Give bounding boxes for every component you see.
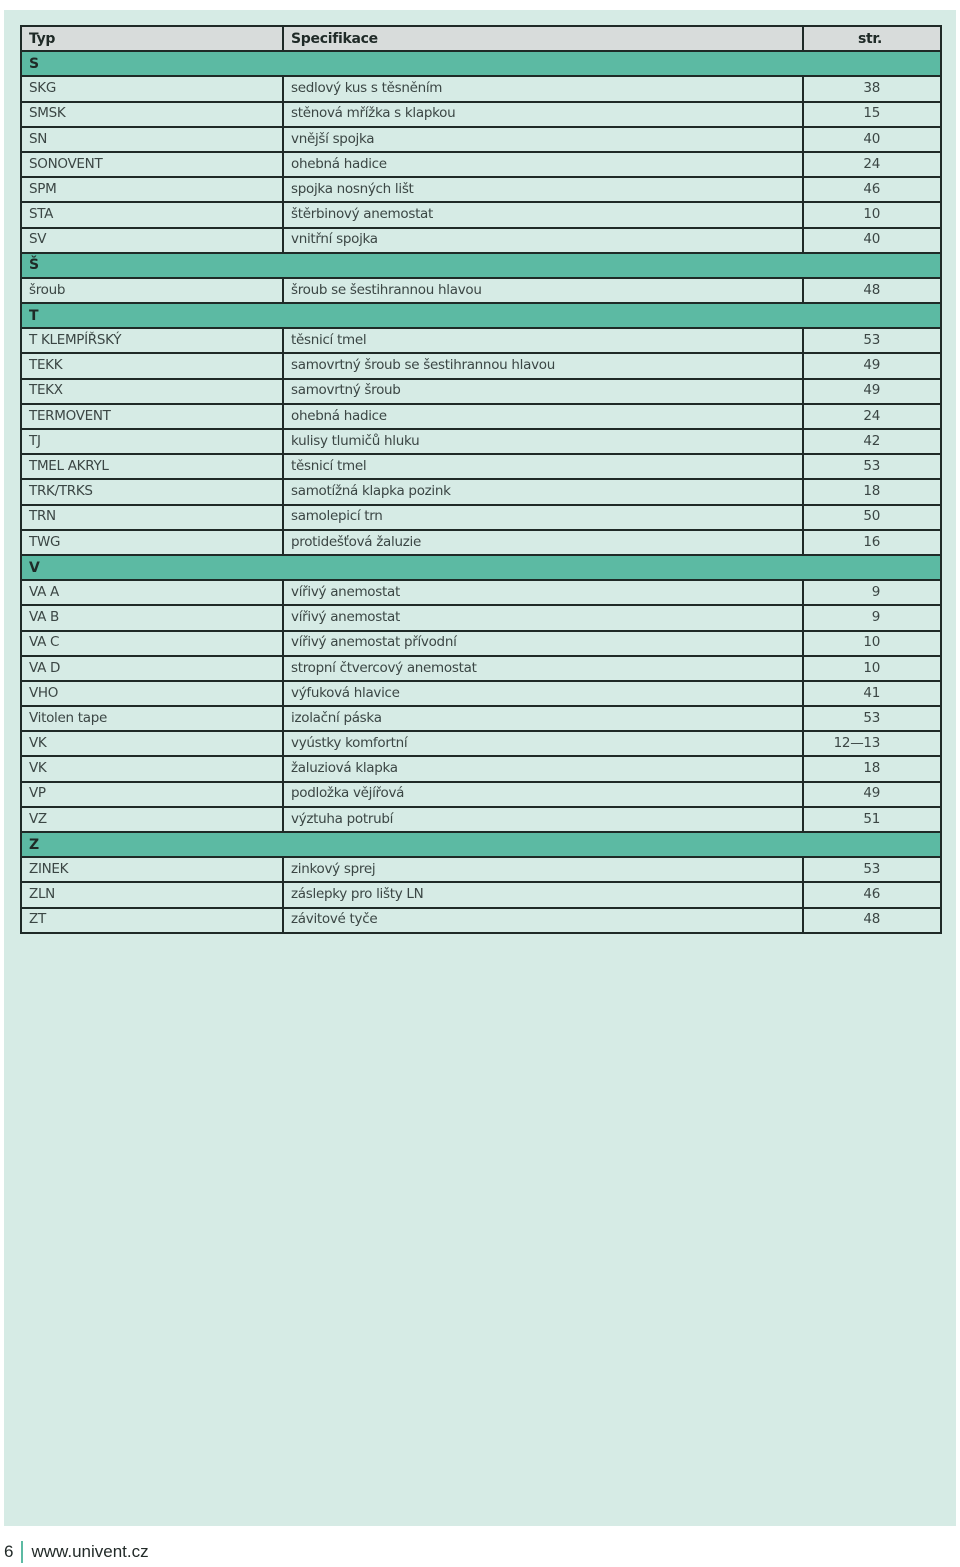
table-row (21, 807, 941, 832)
table-row (21, 857, 941, 882)
cell-spec: zinkový sprej (283, 857, 803, 882)
cell-typ: ZLN (21, 882, 283, 907)
cell-page: 10 (803, 656, 941, 681)
cell-spec: vířivý anemostat (283, 605, 803, 630)
cell-page: 46 (803, 882, 941, 907)
table-row (21, 278, 941, 303)
cell-typ: VZ (21, 807, 283, 832)
cell-spec: stěnová mřížka s klapkou (283, 102, 803, 127)
table-row (21, 631, 941, 656)
table-row (21, 404, 941, 429)
cell-spec: sedlový kus s těsněním (283, 76, 803, 101)
cell-spec: závitové tyče (283, 908, 803, 933)
table-row (21, 379, 941, 404)
table-body (21, 51, 941, 933)
cell-spec: vyústky komfortní (283, 731, 803, 756)
cell-page: 53 (803, 857, 941, 882)
cell-typ: STA (21, 202, 283, 227)
cell-typ: SPM (21, 177, 283, 202)
table-header-row (21, 26, 941, 51)
cell-page: 49 (803, 353, 941, 378)
cell-typ: VK (21, 756, 283, 781)
cell-spec: vnější spojka (283, 127, 803, 152)
header-page: str. (803, 26, 941, 51)
cell-page: 10 (803, 631, 941, 656)
cell-page: 53 (803, 454, 941, 479)
cell-page: 24 (803, 404, 941, 429)
section-header-row (21, 51, 941, 76)
section-header-row (21, 303, 941, 328)
cell-typ: SONOVENT (21, 152, 283, 177)
cell-typ: ZT (21, 908, 283, 933)
table-row (21, 882, 941, 907)
cell-spec: samolepicí trn (283, 505, 803, 530)
cell-spec: žaluziová klapka (283, 756, 803, 781)
cell-typ: VA A (21, 580, 283, 605)
cell-typ: Vitolen tape (21, 706, 283, 731)
cell-typ: SN (21, 127, 283, 152)
table-row (21, 782, 941, 807)
cell-spec: samovrtný šroub (283, 379, 803, 404)
cell-spec: samovrtný šroub se šestihrannou hlavou (283, 353, 803, 378)
cell-spec: vířivý anemostat (283, 580, 803, 605)
footer-divider (21, 1541, 23, 1563)
cell-spec: vnitřní spojka (283, 228, 803, 253)
product-index-table (20, 25, 942, 934)
table-row (21, 908, 941, 933)
cell-page: 40 (803, 228, 941, 253)
table-row (21, 127, 941, 152)
cell-page: 42 (803, 429, 941, 454)
table-row (21, 656, 941, 681)
cell-spec: záslepky pro lišty LN (283, 882, 803, 907)
section-letter: S (21, 51, 941, 76)
table-row (21, 102, 941, 127)
cell-spec: vířivý anemostat přívodní (283, 631, 803, 656)
cell-page: 50 (803, 505, 941, 530)
header-typ: Typ (21, 26, 283, 51)
section-letter: Š (21, 253, 941, 278)
cell-typ: SV (21, 228, 283, 253)
cell-page: 18 (803, 479, 941, 504)
cell-typ: TEKK (21, 353, 283, 378)
table-row (21, 706, 941, 731)
cell-page: 48 (803, 908, 941, 933)
page-number: 6 (4, 1542, 14, 1561)
cell-typ: TRN (21, 505, 283, 530)
table-row (21, 479, 941, 504)
table-row (21, 530, 941, 555)
cell-page: 40 (803, 127, 941, 152)
cell-typ: VA C (21, 631, 283, 656)
cell-page: 41 (803, 681, 941, 706)
cell-spec: podložka vějířová (283, 782, 803, 807)
cell-spec: výfuková hlavice (283, 681, 803, 706)
table-row (21, 505, 941, 530)
cell-page: 9 (803, 580, 941, 605)
cell-page: 18 (803, 756, 941, 781)
cell-spec: stropní čtvercový anemostat (283, 656, 803, 681)
section-letter: T (21, 303, 941, 328)
table-row (21, 353, 941, 378)
cell-typ: TMEL AKRYL (21, 454, 283, 479)
cell-spec: šroub se šestihrannou hlavou (283, 278, 803, 303)
table-row (21, 681, 941, 706)
cell-typ: TWG (21, 530, 283, 555)
table-row (21, 454, 941, 479)
header-spec: Specifikace (283, 26, 803, 51)
cell-page: 16 (803, 530, 941, 555)
table-row (21, 756, 941, 781)
cell-typ: TEKX (21, 379, 283, 404)
table-row (21, 76, 941, 101)
cell-typ: SMSK (21, 102, 283, 127)
table-row (21, 429, 941, 454)
cell-spec: spojka nosných lišt (283, 177, 803, 202)
cell-typ: TERMOVENT (21, 404, 283, 429)
table-row (21, 731, 941, 756)
section-letter: Z (21, 832, 941, 857)
table-row (21, 580, 941, 605)
cell-page: 48 (803, 278, 941, 303)
table-row (21, 328, 941, 353)
cell-page: 24 (803, 152, 941, 177)
cell-typ: TJ (21, 429, 283, 454)
cell-page: 12—13 (803, 731, 941, 756)
cell-spec: kulisy tlumičů hluku (283, 429, 803, 454)
cell-page: 49 (803, 782, 941, 807)
cell-spec: ohebná hadice (283, 152, 803, 177)
cell-spec: ohebná hadice (283, 404, 803, 429)
cell-typ: VA B (21, 605, 283, 630)
section-header-row (21, 555, 941, 580)
section-header-row (21, 832, 941, 857)
cell-page: 49 (803, 379, 941, 404)
section-letter: V (21, 555, 941, 580)
cell-spec: izolační páska (283, 706, 803, 731)
cell-typ: VP (21, 782, 283, 807)
cell-spec: štěrbinový anemostat (283, 202, 803, 227)
cell-spec: samotížná klapka pozink (283, 479, 803, 504)
cell-page: 10 (803, 202, 941, 227)
cell-typ: VHO (21, 681, 283, 706)
table-row (21, 177, 941, 202)
cell-typ: šroub (21, 278, 283, 303)
cell-spec: těsnicí tmel (283, 454, 803, 479)
page-footer (4, 1540, 149, 1564)
cell-spec: protidešťová žaluzie (283, 530, 803, 555)
table-row (21, 228, 941, 253)
website-link[interactable]: www.univent.cz (31, 1542, 149, 1561)
cell-spec: těsnicí tmel (283, 328, 803, 353)
cell-typ: T KLEMPÍŘSKÝ (21, 328, 283, 353)
cell-typ: VA D (21, 656, 283, 681)
cell-typ: SKG (21, 76, 283, 101)
table-row (21, 152, 941, 177)
cell-page: 15 (803, 102, 941, 127)
section-header-row (21, 253, 941, 278)
cell-typ: ZINEK (21, 857, 283, 882)
cell-page: 38 (803, 76, 941, 101)
cell-page: 51 (803, 807, 941, 832)
cell-page: 53 (803, 328, 941, 353)
cell-page: 53 (803, 706, 941, 731)
table-row (21, 202, 941, 227)
cell-page: 46 (803, 177, 941, 202)
cell-typ: TRK/TRKS (21, 479, 283, 504)
cell-spec: výztuha potrubí (283, 807, 803, 832)
table-row (21, 605, 941, 630)
cell-typ: VK (21, 731, 283, 756)
cell-page: 9 (803, 605, 941, 630)
